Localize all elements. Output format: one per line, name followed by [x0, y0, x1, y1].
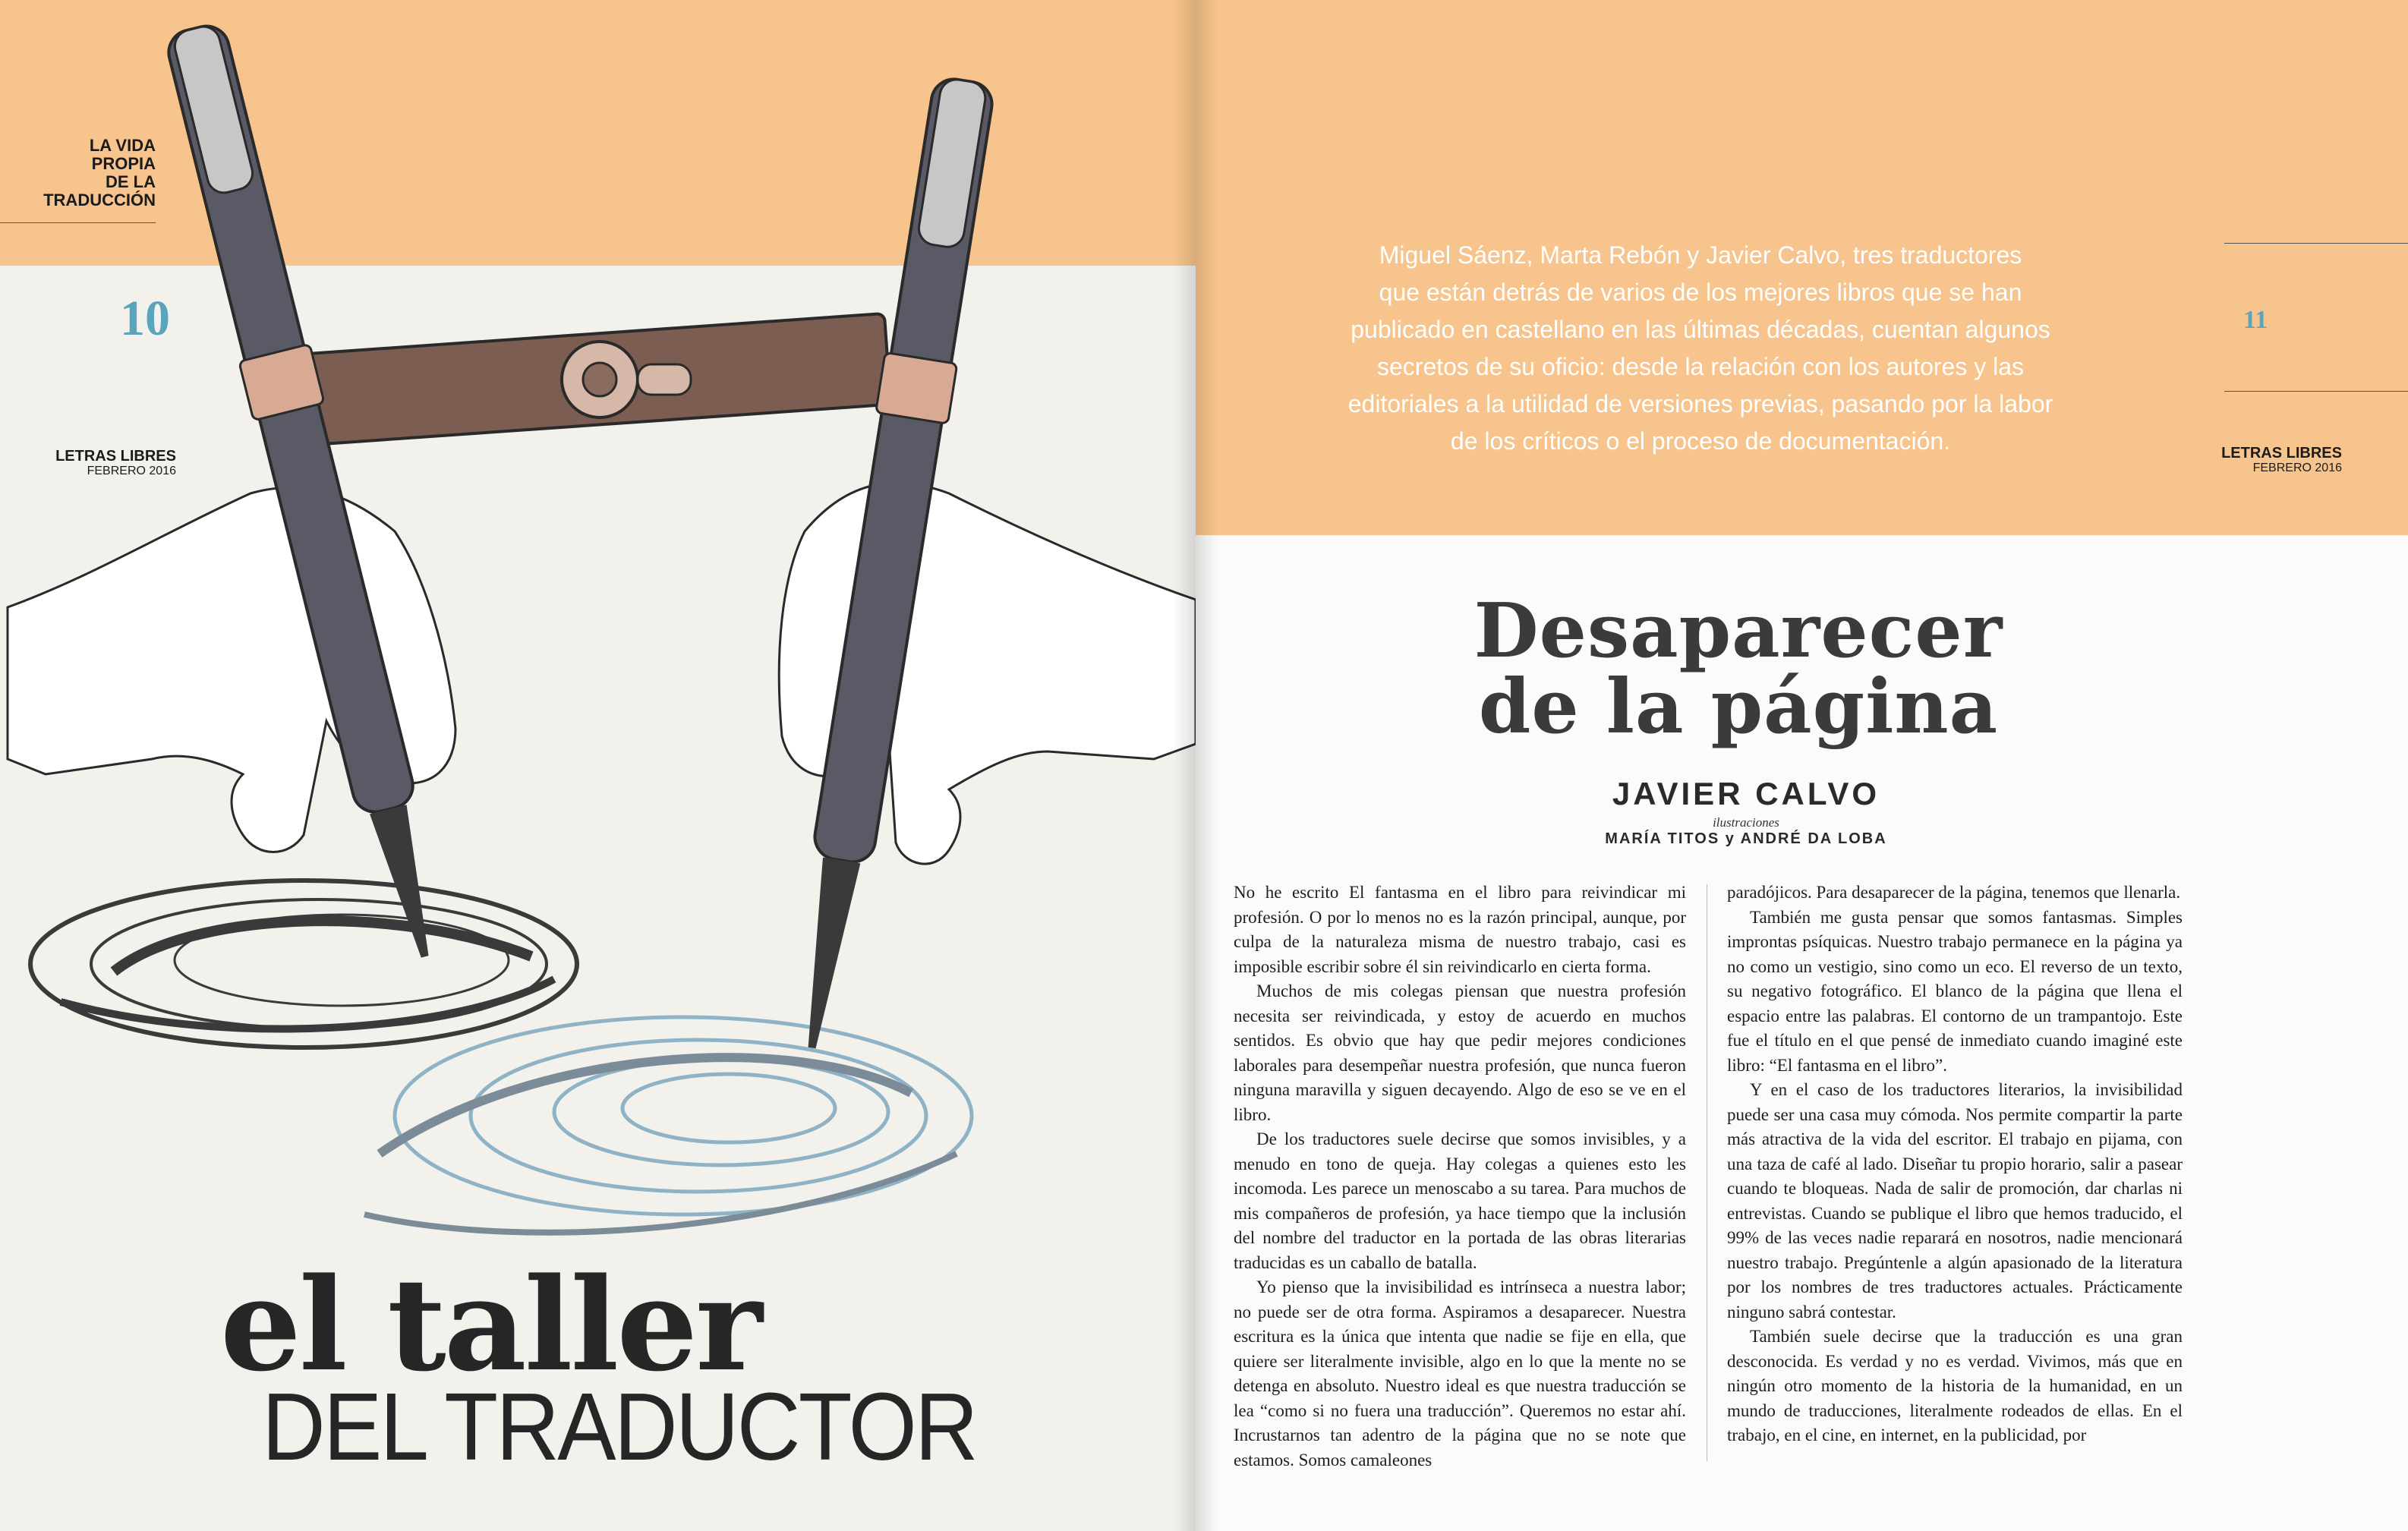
body-column-1 [1234, 880, 1686, 1473]
section-rule [0, 222, 156, 223]
margin-rule-bottom [2224, 391, 2408, 392]
left-page [0, 0, 1196, 1531]
paragraph: De los traductores suele decirse que somos invisibles, y a menudo en tono de queja. Hay colegas a quienes esto les incomoda. Les parece un menoscabo a su tarea. Para muchos de mis compañeros de profesión, ya hace tiempo que la inclusión del nombre del traductor en la portada de las obras literarias traducidas es un caballo de batalla. [1234, 1129, 1686, 1272]
paragraph: También me gusta pensar que somos fantasmas. Simples improntas psíquicas. Nuestro trabajo permanece en la página ya no como un vestigio, sino como un eco. El reverso de un texto, su negativo fotográfico. El blanco de la página que llena el espacio entre las palabras. El contorno de un trampantojo. Este fue el título en el que pensé de inmediato cuando imaginé este libro: “El fantasma en el libro”. [1727, 907, 2183, 1075]
swirl-ornament-left [30, 880, 577, 1047]
issue-date: FEBRERO 2016 [2252, 462, 2342, 474]
page-number-left: 10 [120, 291, 170, 346]
intro-deck: Miguel Sáenz, Marta Rebón y Javier Calvo, tres traductores que están detrás de varios de los mejores libros que se han publicado en castellano en las últimas décadas, cuentan algunos secretos de su oficio: desde la relación con los autores y las editoriales a la utilidad de versiones previas, pasando por la labor de los críticos o el proceso de documentación. [1347, 241, 2053, 455]
section-label: LA VIDA PROPIA DE LA TRADUCCIÓN [43, 136, 156, 209]
magazine-credit-right [2198, 445, 2342, 475]
paragraph: paradójicos. Para desaparecer de la página, tenemos que llenarla. [1727, 883, 2181, 902]
magazine-name: LETRAS LIBRES [2221, 445, 2342, 462]
title-line-1: el taller [220, 1249, 761, 1400]
magazine-credit-left [46, 448, 176, 478]
body-column-2 [1727, 880, 2183, 1448]
illustrator-names: MARÍA TITOS y ANDRÉ DA LOBA [1605, 830, 1887, 847]
issue-date: FEBRERO 2016 [87, 465, 176, 477]
article-headline: Desaparecer de la página [1473, 588, 2003, 751]
paragraph: No he escrito El fantasma en el libro para reivindicar mi profesión. O por lo menos no es la razón principal, aunque, por culpa de la naturaleza misma de nuestro trabajo, casi es imposible escribir sobre él sin reivindicarlo en cierta forma. [1234, 883, 1686, 976]
magazine-name: LETRAS LIBRES [55, 448, 176, 465]
title-line-2: DEL TRADUCTOR [262, 1373, 977, 1480]
page-number-right: 11 [2243, 306, 2268, 334]
compass-bar [294, 313, 890, 446]
paragraph: También suele decirse que la traducción es una gran desconocida. Es verdad y no es verdad. Vivimos, más que en ningún otro momento de la historia de la humanidad, en un mundo de traducciones, literalmente rodeados de ellas. En el trabajo, en el cine, en internet, en la publicidad, por [1727, 1327, 2183, 1444]
paragraph: Yo pienso que la invisibilidad es intrínseca a nuestra labor; no puede ser de otra forma. Aspiramos a desaparecer. Nuestra escritura es la única que intenta que nadie se fije en ella, que quiere ser literalmente invisible, algo en lo que la mente no se detenga en absoluto. Nuestro ideal es que nuestra traducción se lea “como si no fuera una traducción”. Queremos no estar ahí. Incrustarnos tan adentro de la página que no se note que estamos. Somos camaleones [1234, 1277, 1686, 1470]
margin-rule-top [2224, 243, 2408, 244]
author-byline: JAVIER CALVO [1612, 776, 1880, 811]
right-page [1196, 0, 2408, 1531]
spine-shadow [1173, 0, 1218, 1531]
illustrations-label: ilustraciones [1713, 815, 1779, 830]
compass-pen-left [158, 20, 460, 966]
paragraph: Muchos de mis colegas piensan que nuestra profesión necesita ser reivindicada, y estoy de acuerdo en muchos sentidos. Es obvio que hay que pedir mejores condiciones laborales para desempeñar nuestra profesión, que nunca fueron ninguna maravilla y siguen decayendo. Algo de eso se ve en el libro. [1234, 981, 1686, 1124]
swirl-ornament-right [364, 1017, 972, 1233]
paragraph: Y en el caso de los traductores literarios, la invisibilidad puede ser una casa muy cómoda. Nos permite compartir la parte más atractiva de la vida del escritor. El trabajo en pijama, con una taza de café al lado. Diseñar tu propio horario, salir a pasear cuando te bloqueas. Nada de salir de promoción, dar charlas ni entrevistas. Cuando se publique el libro que hemos traducido, el 99% de las veces nadie reparará en nosotros, nadie mencionará nuestro trabajo. Pregúntenle a algún apasionado de la literatura por los nombres de tres traductores actuales. Prácticamente ninguno sabrá contestar. [1727, 1080, 2183, 1322]
